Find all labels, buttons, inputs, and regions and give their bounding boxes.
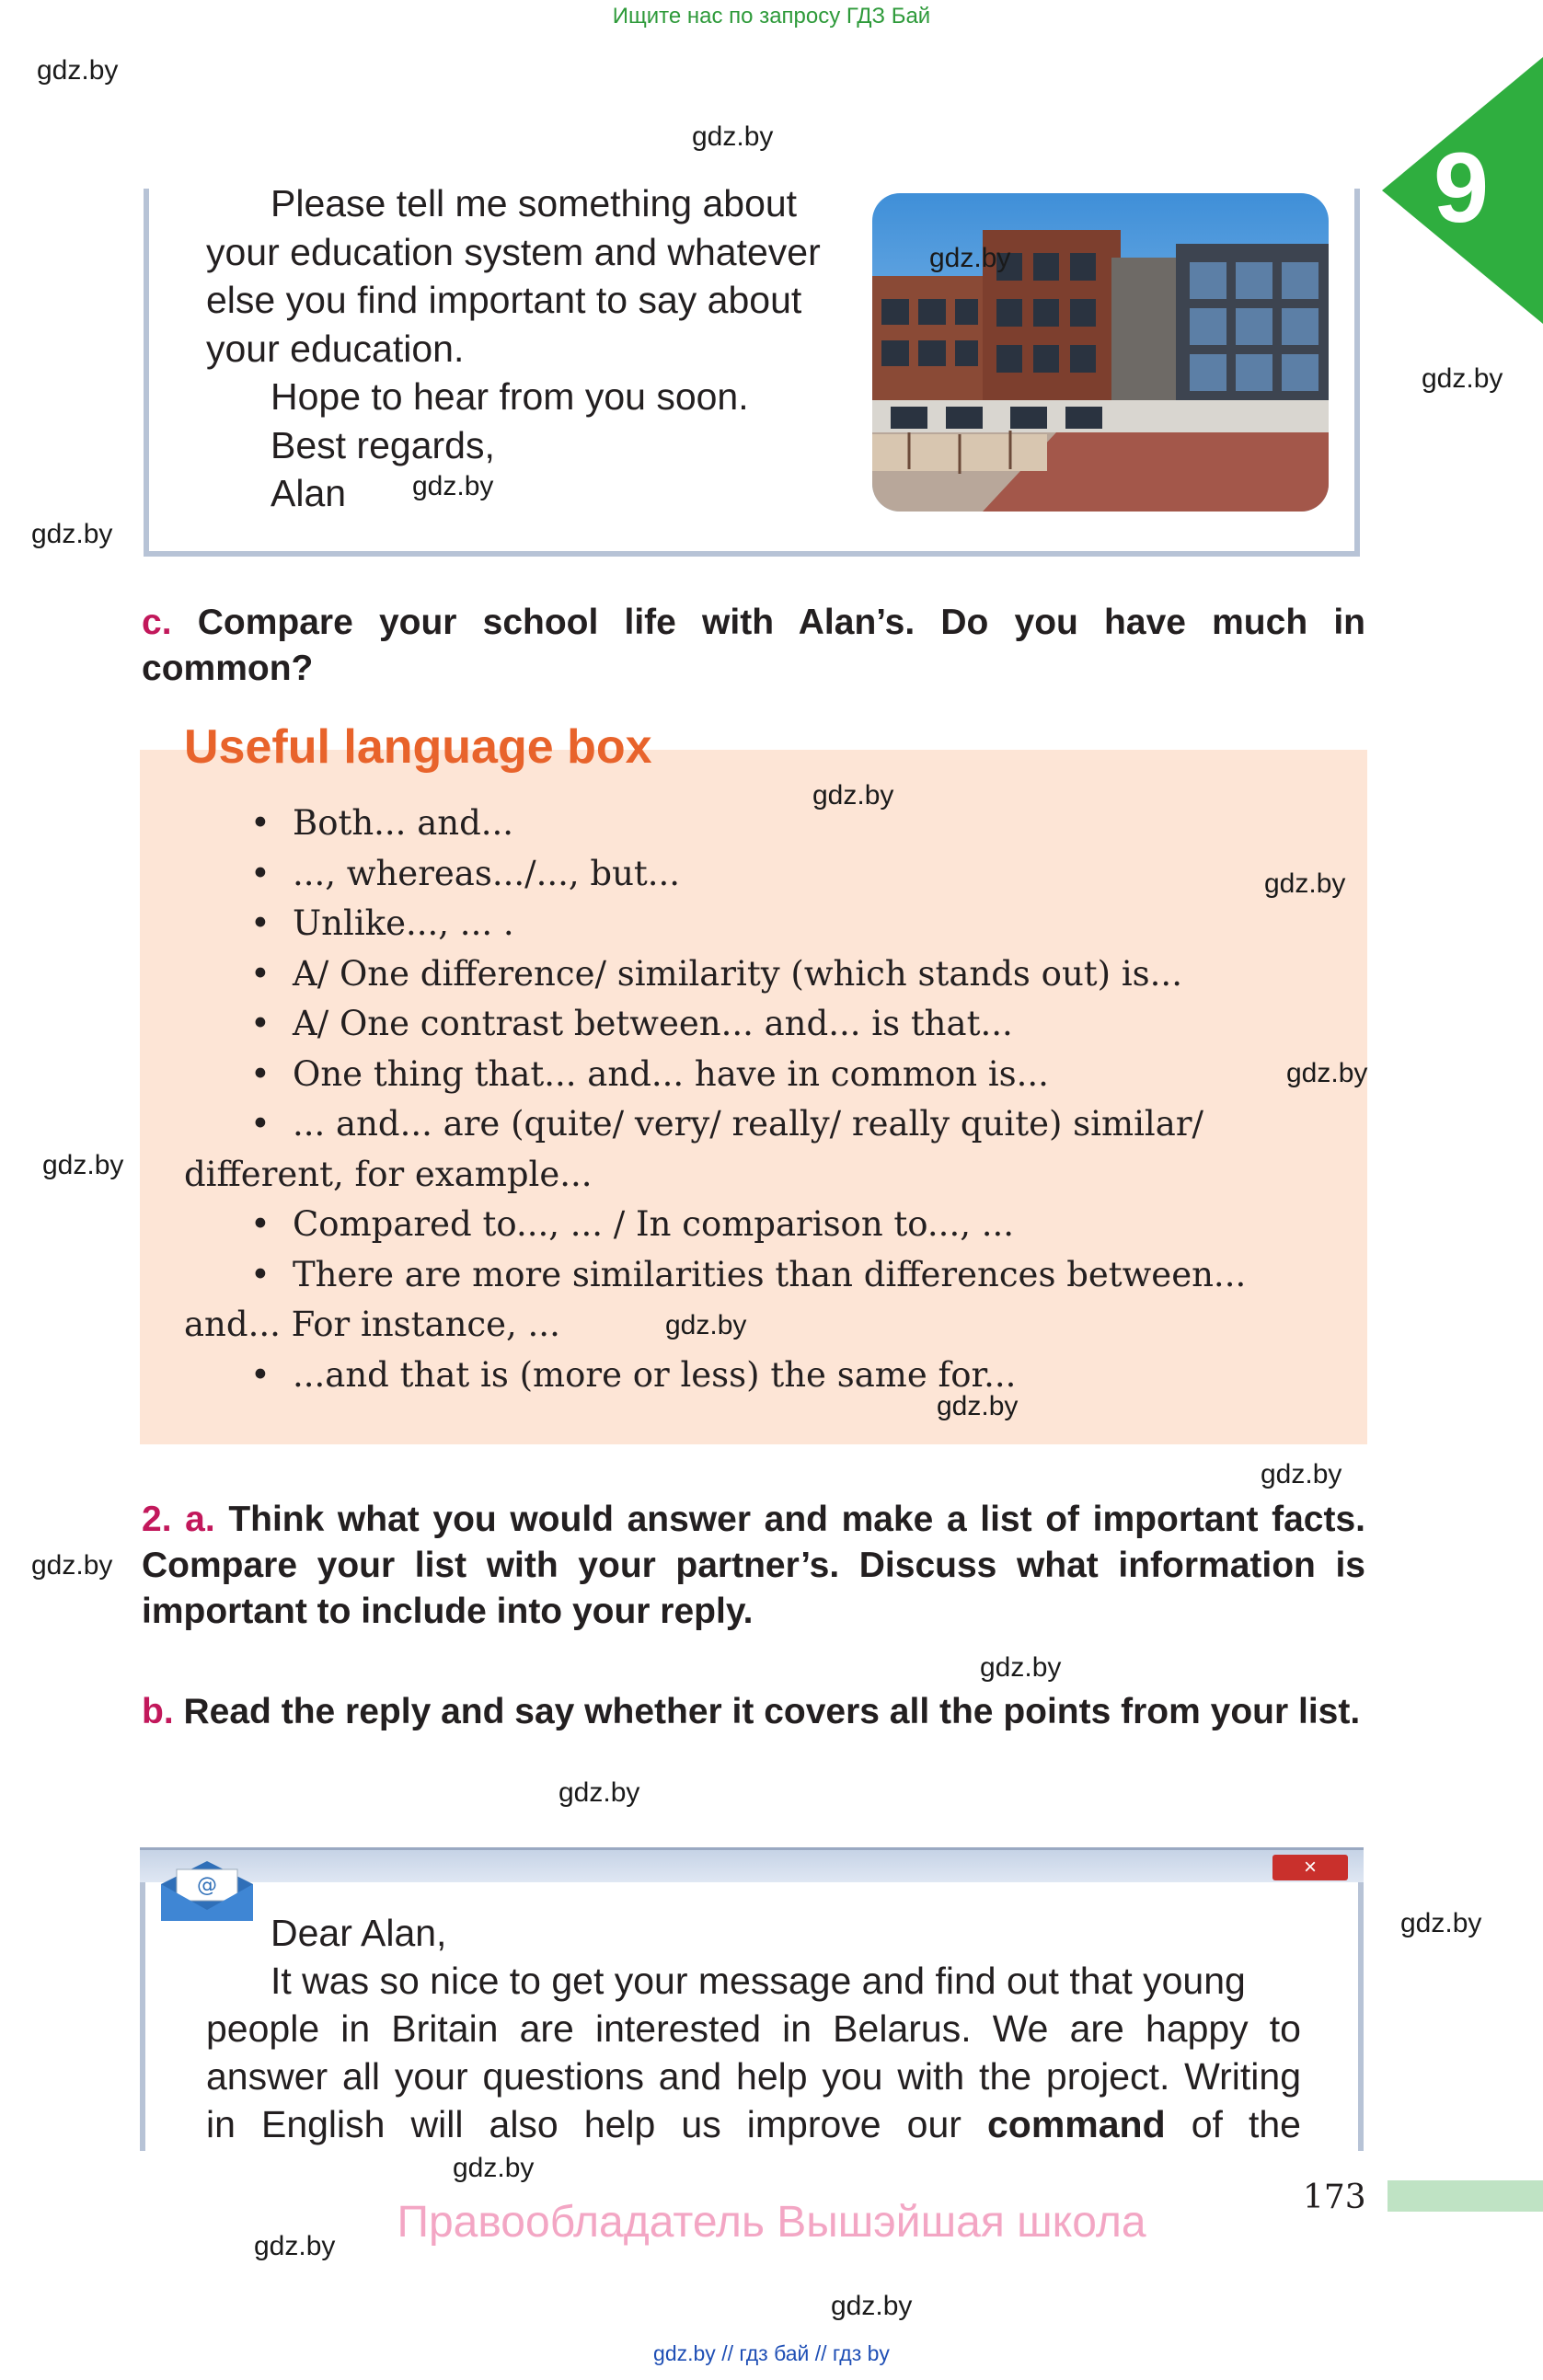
top-banner: Ищите нас по запросу ГДЗ Бай bbox=[612, 4, 931, 29]
task-2-number: 2. bbox=[142, 1500, 172, 1539]
watermark: gdz.by bbox=[1261, 1459, 1342, 1489]
reply-line-last bbox=[206, 2100, 1301, 2148]
task-2b bbox=[142, 1689, 1365, 1735]
task-c-label: c. bbox=[142, 603, 172, 642]
watermark: gdz.by bbox=[254, 2231, 336, 2261]
reply-text bbox=[206, 1909, 1301, 2148]
watermark: gdz.by bbox=[42, 1150, 124, 1180]
watermark: gdz.by bbox=[831, 2291, 913, 2321]
task-2b-text: Read the reply and say whether it covers all the points from your list. bbox=[183, 1692, 1361, 1731]
reply-line: answer all your questions and help you with the project. Writing bbox=[206, 2055, 1301, 2098]
useful-language-box-title: Useful language box bbox=[184, 720, 652, 774]
list-item: • There are more similarities than differences between... bbox=[184, 1250, 1353, 1301]
list-item: • Compared to..., ... / In comparison to..., ... bbox=[184, 1200, 1353, 1250]
reply-greeting: Dear Alan, bbox=[271, 1912, 447, 1954]
list-item-continuation: different, for example... bbox=[184, 1154, 593, 1194]
task-c bbox=[142, 600, 1365, 692]
bottom-links[interactable]: gdz.by // гдз бай // гдз by bbox=[653, 2341, 890, 2365]
list-item-continuation: and... For instance, ... bbox=[184, 1305, 560, 1344]
watermark: gdz.by bbox=[980, 1652, 1062, 1683]
reply-window-titlebar bbox=[140, 1847, 1364, 1882]
list-item: • A/ One contrast between... and... is that... bbox=[184, 999, 1353, 1050]
watermark: gdz.by bbox=[37, 55, 119, 86]
letter-line: your education. bbox=[206, 327, 465, 370]
list-item: • Both... and... bbox=[184, 799, 1353, 849]
reply-bold-word: command bbox=[986, 2103, 1166, 2145]
reply-line: people in Britain are interested in Belarus. We are happy to bbox=[206, 2007, 1301, 2050]
list-item: • One thing that... and... have in common is... bbox=[184, 1050, 1353, 1100]
task-2b-label: b. bbox=[142, 1692, 174, 1731]
task-c-text: Compare your school life with Alan’s. Do you have much in common? bbox=[142, 603, 1365, 688]
watermark: gdz.by bbox=[929, 243, 1011, 273]
watermark: gdz.by bbox=[31, 519, 113, 549]
chapter-number: 9 bbox=[1433, 132, 1490, 243]
close-button[interactable]: × bbox=[1272, 1855, 1348, 1880]
letter-signature: Alan bbox=[271, 472, 347, 514]
watermark: gdz.by bbox=[665, 1310, 747, 1340]
svg-text:@: @ bbox=[197, 1874, 217, 1897]
task-2a-text: Think what you would answer and make a list of important facts. Compare your list with your partner’s. Discuss what information is important to include into your reply. bbox=[142, 1500, 1365, 1631]
reply-line: It was so nice to get your message and find out that young bbox=[271, 1960, 1246, 2002]
reply-text-segment: in English will also help us improve our bbox=[206, 2103, 961, 2145]
watermark: gdz.by bbox=[937, 1391, 1019, 1421]
page-number: 173 bbox=[1303, 2179, 1366, 2216]
letter-hope: Hope to hear from you soon. bbox=[271, 375, 749, 418]
letter-line: your education system and whatever bbox=[206, 230, 821, 273]
watermark: gdz.by bbox=[1286, 1058, 1368, 1088]
watermark: gdz.by bbox=[412, 471, 494, 501]
letter-line: else you find important to say about bbox=[206, 279, 802, 321]
watermark: gdz.by bbox=[1400, 1908, 1482, 1938]
school-building-photo bbox=[872, 193, 1329, 512]
watermark: gdz.by bbox=[1264, 868, 1346, 899]
task-2a bbox=[142, 1497, 1365, 1635]
reply-text-segment: of the bbox=[1191, 2103, 1301, 2145]
list-item: • ..., whereas.../..., but... bbox=[184, 849, 1353, 900]
watermark: gdz.by bbox=[453, 2153, 535, 2183]
list-item: • A/ One difference/ similarity (which stands out) is... bbox=[184, 949, 1353, 1000]
task-2a-label: a. bbox=[185, 1500, 215, 1539]
list-item: • ... and... are (quite/ very/ really/ really quite) similar/ bbox=[184, 1099, 1353, 1150]
list-item: • Unlike..., ... . bbox=[184, 899, 1353, 949]
watermark: gdz.by bbox=[692, 121, 774, 152]
watermark: gdz.by bbox=[812, 780, 894, 811]
letter-regards: Best regards, bbox=[271, 423, 495, 466]
useful-language-list bbox=[184, 799, 1353, 1400]
list-item: • ...and that is (more or less) the same for... bbox=[184, 1351, 1353, 1401]
watermark: gdz.by bbox=[1422, 363, 1503, 394]
letter-text bbox=[206, 179, 850, 518]
letter-line: Please tell me something about bbox=[271, 182, 798, 224]
watermark: gdz.by bbox=[31, 1550, 113, 1581]
watermark: gdz.by bbox=[558, 1777, 640, 1808]
copyright-notice: Правообладатель Вышэйшая школа bbox=[397, 2198, 1146, 2247]
